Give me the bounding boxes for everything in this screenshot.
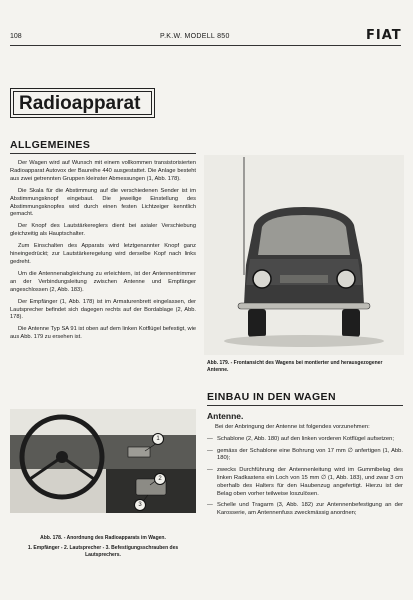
dash: — (207, 435, 213, 442)
dash: — (207, 467, 213, 474)
paragraph: Der Empfänger (1, Abb. 178) ist im Armaturenbrett eingelassen, der Lautsprecher befindet sich dagegen rechts auf der Bordablage (2, Abb. 178). (10, 298, 196, 321)
car-front-illustration (204, 155, 404, 355)
page-number: 108 (10, 33, 22, 40)
subheading-antenne: Antenne. (207, 411, 244, 421)
figure-178-interior (10, 409, 196, 513)
dash: — (207, 447, 213, 454)
allgemeines-text (10, 160, 196, 346)
intro-paragraph: Bei der Anbringung der Antenne ist folgendes vorzunehmen: (215, 424, 370, 430)
paragraph: Um die Antennenabgleichung zu erleichtern, ist der Antennentrimmer an der Verbindungsleitung zwischen Antenne und Empfänger angeschlossen (2, Abb. 183). (10, 270, 196, 293)
list-item: — Schablone (2, Abb. 180) auf den linken vorderen Kotflügel aufsetzen; (207, 435, 394, 442)
dash: — (207, 502, 213, 509)
figure-179-caption: Abb. 179. - Frontansicht des Wagens bei montierter und herausgezogener Antenne. (207, 360, 383, 373)
callout-1: 1 (152, 433, 164, 445)
paragraph: Die Skala für die Abstimmung auf die verschiedenen Sender ist im Abstimmungsknopf eingebaut. Die jeweilige Einstellung des Abstimmungsknopfes wird durch einen festen Lichtzeiger kenntlich gemacht. (10, 187, 196, 218)
section-rule (10, 153, 196, 154)
fiat-logo: FIAT (366, 28, 402, 43)
paragraph: Zum Einschalten des Apparats wird letztgenannter Knopf ganz hineingedrückt; zur Lautstärkeregelung wird derselbe Kopf nach links gedreht. (10, 243, 196, 265)
paragraph: Die Antenne Typ SA 91 ist oben auf dem linken Kotflügel befestigt, wie aus Abb. 179 zu ersehen ist. (10, 326, 196, 341)
section-rule (207, 405, 403, 406)
list-item: — gemäss der Schablone eine Bohrung von 17 mm ∅ anfertigen (1, Abb. 180); (207, 447, 403, 462)
figure-178-caption: Abb. 178. - Anordnung des Radioapparats im Wagen. (40, 535, 166, 541)
einbau-text (207, 411, 403, 522)
section-heading-einbau: EINBAU IN DEN WAGEN (207, 391, 336, 403)
list-item: — Schelle und Tragarm (3, Abb. 182) zur Antennenbefestigung an der Karosserie, am Antennenfuss zweckmässig anordnen; (207, 502, 403, 517)
title-box (10, 88, 155, 118)
callout-2: 2 (154, 473, 166, 485)
paragraph: Der Knopf des Lautstärkereglers dient bei axialer Verschiebung gleichzeitig als Hauptschalter. (10, 223, 196, 238)
page-title: Radioapparat (13, 91, 152, 115)
list-item: — zwecks Durchführung der Antennenleitung wird im Gummibelag des linken Radkastens ein Loch von 15 mm ∅ (1, Abb. 183), und zwar 3 cm oberhalb des Halters für den Haubenzug angefertigt. Hierzu ist der Belag oben vorher teilweise loszulösen. (207, 467, 403, 497)
figure-178-legend: 1. Empfänger - 2. Lautsprecher - 3. Befestigungsschrauben des Lautsprechers. (27, 545, 179, 558)
paragraph: Der Wagen wird auf Wunsch mit einem vollkommen transistorisierten Radioapparat Autovox der Baureihe 440 ausgestattet. Die Anlage besteht aus zwei getrennten Gruppen kleinster Abmessungen (1, Abb. 178). (10, 160, 196, 182)
section-heading-allgemeines: ALLGEMEINES (10, 139, 91, 151)
interior-illustration (10, 409, 196, 513)
header-rule (10, 45, 401, 46)
callout-3: 3 (134, 499, 146, 511)
running-header: P.K.W. MODELL 850 (160, 33, 230, 40)
figure-179-car-front (204, 155, 404, 355)
